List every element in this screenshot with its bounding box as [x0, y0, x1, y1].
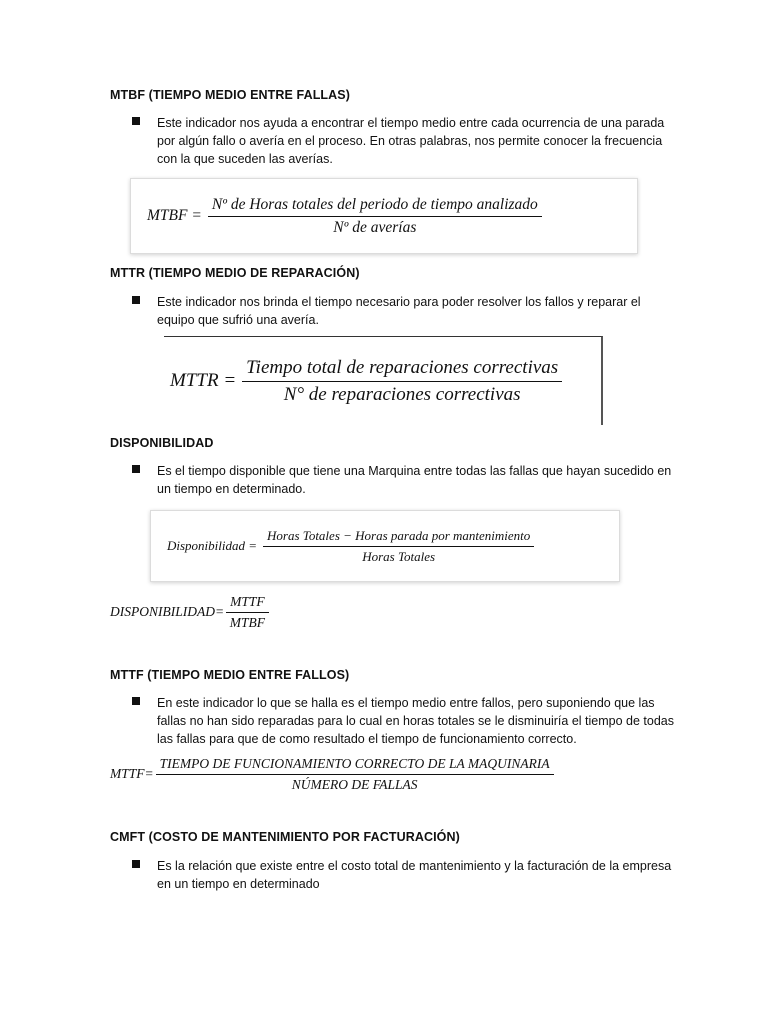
- bullet-square-icon: [132, 697, 140, 705]
- disponibilidad-ratio-denominator: MTBF: [229, 614, 265, 630]
- mttf-formula-fraction: [156, 756, 554, 793]
- disponibilidad-formula-numerator: Horas Totales − Horas parada por mantenimiento: [263, 528, 534, 547]
- mttf-formula-numerator: TIEMPO DE FUNCIONAMIENTO CORRECTO DE LA MAQUINARIA: [156, 756, 554, 775]
- disponibilidad-ratio-numerator: MTTF: [226, 594, 269, 613]
- disponibilidad-formula-lhs: Disponibilidad =: [167, 538, 258, 553]
- mttf-bullet-item: [132, 694, 682, 748]
- cmft-bullet-text: Es la relación que existe entre el costo total de mantenimiento y la facturación de la empresa en un tiempo en determinado: [157, 859, 672, 891]
- disponibilidad-formula-denominator: Horas Totales: [362, 548, 436, 564]
- mttr-formula-lhs: MTTR =: [170, 370, 237, 391]
- mtbf-formula-lhs: MTBF =: [147, 207, 202, 224]
- disponibilidad-bullet-text: Es el tiempo disponible que tiene una Marquina entre todas las fallas que hayan sucedido en un tiempo en determinado.: [157, 464, 672, 496]
- mtbf-bullet-text: Este indicador nos ayuda a encontrar el tiempo medio entre cada ocurrencia de una parada por algún fallo o avería en el proceso. En otras palabras, nos permite conocer la frecuencia con la que suceden las averías.: [157, 116, 665, 166]
- mttr-formula-numerator: Tiempo total de reparaciones correctivas: [242, 357, 562, 382]
- bullet-square-icon: [132, 117, 140, 125]
- disponibilidad-heading: DISPONIBILIDAD: [110, 436, 214, 450]
- cmft-heading: CMFT (COSTO DE MANTENIMIENTO POR FACTURACIÓN): [110, 830, 460, 844]
- mttf-heading: MTTF (TIEMPO MEDIO ENTRE FALLOS): [110, 668, 350, 682]
- bullet-square-icon: [132, 465, 140, 473]
- bullet-square-icon: [132, 296, 140, 304]
- mttf-formula: [110, 754, 554, 794]
- mtbf-formula-denominator: Nº de averías: [333, 218, 417, 236]
- mtbf-formula-fraction: [208, 196, 542, 237]
- mtbf-formula-numerator: Nº de Horas totales del periodo de tiempo analizado: [208, 196, 542, 217]
- mttf-bullet-text: En este indicador lo que se halla es el tiempo medio entre fallos, pero suponiendo que las fallas no han sido reparadas para lo cual en horas totales se le disminuiría el tiempo de todas las fallas para que de como resultado el tiempo de funcionamiento correcto.: [157, 696, 674, 746]
- mttf-formula-denominator: NÚMERO DE FALLAS: [291, 776, 418, 792]
- mttr-formula-fraction: [242, 357, 562, 406]
- disponibilidad-formula-image: [150, 510, 620, 582]
- mtbf-heading: MTBF (TIEMPO MEDIO ENTRE FALLAS): [110, 88, 350, 102]
- disponibilidad-ratio-lhs: DISPONIBILIDAD=: [110, 604, 225, 619]
- mtbf-bullet-item: [132, 114, 672, 168]
- mttf-formula-lhs: MTTF=: [110, 766, 154, 781]
- mttr-formula-image: [164, 336, 603, 425]
- mttr-formula-denominator: N° de reparaciones correctivas: [283, 383, 521, 405]
- disponibilidad-bullet-item: [132, 462, 672, 498]
- disponibilidad-formula-fraction: [263, 528, 534, 565]
- mttr-bullet-item: [132, 293, 672, 329]
- bullet-square-icon: [132, 860, 140, 868]
- disponibilidad-ratio-formula: [110, 592, 269, 632]
- mttr-heading: MTTR (TIEMPO MEDIO DE REPARACIÓN): [110, 266, 360, 280]
- cmft-bullet-item: [132, 857, 672, 893]
- mtbf-formula-image: [130, 178, 638, 254]
- disponibilidad-ratio-fraction: [226, 594, 269, 631]
- mttr-bullet-text: Este indicador nos brinda el tiempo necesario para poder resolver los fallos y reparar el equipo que sufrió una avería.: [157, 295, 641, 327]
